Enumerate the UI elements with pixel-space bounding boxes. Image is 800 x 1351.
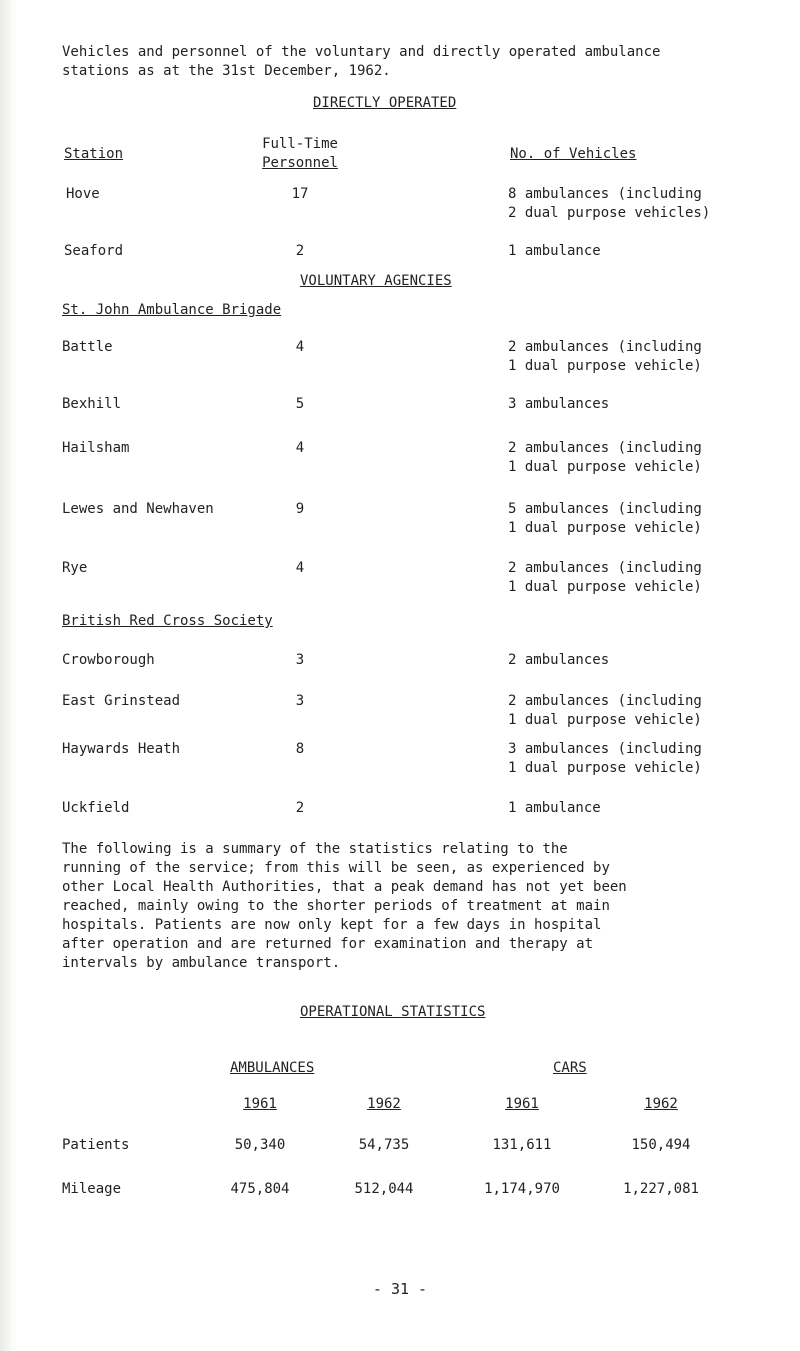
personnel-count: 4 — [295, 560, 305, 576]
stat-value: 475,804 — [230, 1181, 290, 1197]
summary-line: intervals by ambulance transport. — [62, 955, 341, 971]
vehicles-line-1: 3 ambulances — [508, 396, 610, 412]
column-header-station: Station — [64, 146, 124, 162]
st-john-heading: St. John Ambulance Brigade — [62, 302, 282, 318]
station-name: Hailsham — [62, 440, 130, 456]
year-header: 1961 — [505, 1096, 539, 1112]
vehicles-line-1: 5 ambulances (including — [508, 501, 702, 517]
vehicles-line-2: 1 dual purpose vehicle) — [508, 712, 702, 728]
directly-operated-heading: DIRECTLY OPERATED — [313, 95, 457, 111]
red-cross-heading: British Red Cross Society — [62, 613, 273, 629]
page-number: - 31 - — [372, 1280, 428, 1298]
personnel-count: 17 — [291, 186, 309, 202]
stat-value: 512,044 — [354, 1181, 414, 1197]
summary-line: The following is a summary of the statistics relating to the — [62, 841, 568, 857]
intro-line-2: stations as at the 31st December, 1962. — [62, 63, 391, 79]
vehicles-line-1: 2 ambulances (including — [508, 440, 702, 456]
stat-row-label: Patients — [62, 1137, 130, 1153]
vehicles-line-2: 1 dual purpose vehicle) — [508, 459, 702, 475]
summary-line: hospitals. Patients are now only kept for a few days in hospital — [62, 917, 602, 933]
year-header: 1962 — [367, 1096, 401, 1112]
stat-row-label: Mileage — [62, 1181, 122, 1197]
operational-statistics-heading: OPERATIONAL STATISTICS — [300, 1004, 486, 1020]
personnel-count: 3 — [295, 693, 305, 709]
station-name: Haywards Heath — [62, 741, 181, 757]
vehicles-line-2: 1 dual purpose vehicle) — [508, 760, 702, 776]
station-name: Crowborough — [62, 652, 155, 668]
personnel-count: 8 — [295, 741, 305, 757]
vehicles-line-1: 1 ambulance — [508, 800, 601, 816]
summary-line: reached, mainly owing to the shorter periods of treatment at main — [62, 898, 610, 914]
vehicles-line-1: 3 ambulances (including — [508, 741, 702, 757]
stat-value: 1,227,081 — [623, 1181, 699, 1197]
vehicles-line-2: 1 dual purpose vehicle) — [508, 358, 702, 374]
station-name: Battle — [62, 339, 113, 355]
personnel-count: 4 — [295, 440, 305, 456]
page-edge-shadow — [0, 0, 18, 1351]
personnel-count: 2 — [295, 243, 305, 259]
personnel-count: 4 — [295, 339, 305, 355]
vehicles-line-1: 1 ambulance — [508, 243, 601, 259]
personnel-count: 5 — [295, 396, 305, 412]
column-header-vehicles: No. of Vehicles — [510, 146, 637, 162]
vehicles-line-2: 1 dual purpose vehicle) — [508, 579, 702, 595]
summary-line: after operation and are returned for examination and therapy at — [62, 936, 594, 952]
summary-line: other Local Health Authorities, that a peak demand has not yet been — [62, 879, 627, 895]
personnel-count: 3 — [295, 652, 305, 668]
vehicles-line-2: 2 dual purpose vehicles) — [508, 205, 711, 221]
station-name: Uckfield — [62, 800, 130, 816]
personnel-count: 2 — [295, 800, 305, 816]
summary-line: running of the service; from this will be seen, as experienced by — [62, 860, 610, 876]
year-header: 1961 — [243, 1096, 277, 1112]
cars-group-heading: CARS — [553, 1060, 587, 1076]
station-name: Lewes and Newhaven — [62, 501, 214, 517]
station-name: Bexhill — [62, 396, 122, 412]
stat-value: 1,174,970 — [484, 1181, 560, 1197]
stat-value: 50,340 — [234, 1137, 286, 1153]
station-name: Seaford — [64, 243, 124, 259]
vehicles-line-1: 2 ambulances — [508, 652, 610, 668]
vehicles-line-1: 2 ambulances (including — [508, 339, 702, 355]
ambulances-group-heading: AMBULANCES — [230, 1060, 315, 1076]
column-header-personnel-line-2: Personnel — [262, 155, 338, 171]
year-header: 1962 — [644, 1096, 678, 1112]
station-name: Hove — [66, 186, 100, 202]
vehicles-line-1: 2 ambulances (including — [508, 693, 702, 709]
station-name: Rye — [62, 560, 88, 576]
vehicles-line-1: 8 ambulances (including — [508, 186, 702, 202]
stat-value: 131,611 — [492, 1137, 552, 1153]
stat-value: 150,494 — [631, 1137, 691, 1153]
intro-line-1: Vehicles and personnel of the voluntary and directly operated ambulance — [62, 44, 661, 60]
stat-value: 54,735 — [358, 1137, 410, 1153]
station-name: East Grinstead — [62, 693, 181, 709]
column-header-personnel-line-1: Full-Time — [262, 136, 338, 152]
vehicles-line-1: 2 ambulances (including — [508, 560, 702, 576]
personnel-count: 9 — [295, 501, 305, 517]
voluntary-agencies-heading: VOLUNTARY AGENCIES — [300, 273, 452, 289]
vehicles-line-2: 1 dual purpose vehicle) — [508, 520, 702, 536]
